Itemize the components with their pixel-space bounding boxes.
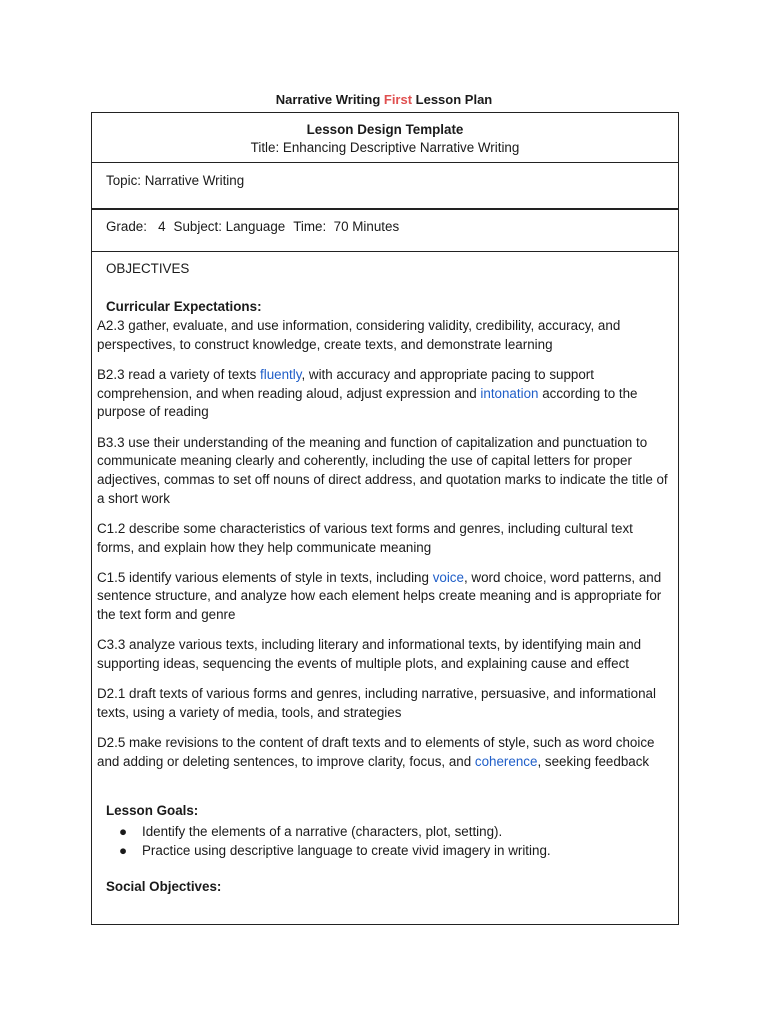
- link-intonation[interactable]: intonation: [480, 385, 539, 401]
- topic-cell: [92, 163, 679, 209]
- subject-text: Subject: Language: [173, 218, 286, 234]
- objectives-cell: [92, 252, 679, 925]
- grade-subject-time-cell: [92, 209, 679, 252]
- expectation-c1-5: [97, 569, 670, 625]
- b2-3-text-2: , with accuracy and appropriate pacing to support comprehension, and when reading aloud, adjust expression and: [97, 366, 594, 401]
- list-item: [119, 841, 670, 860]
- lesson-plan-table: [91, 112, 679, 925]
- b2-3-text-1: B2.3 read a variety of texts: [97, 366, 261, 382]
- list-item: [119, 822, 670, 841]
- b2-3-text-3: according to the purpose of reading: [97, 385, 638, 420]
- c1-5-text-2: , word choice, word patterns, and sentence structure, and analyze how each element helps create meaning and is appropriate for the text form and genre: [97, 569, 662, 623]
- expectation-c3-3: C3.3 analyze various texts, including literary and informational texts, by identifying main and supporting ideas, sequencing the events of multiple plots, and explaining cause and effect: [97, 637, 642, 672]
- template-header-cell: [92, 113, 679, 163]
- lesson-goals-list: [97, 822, 670, 860]
- d2-5-text-1: D2.5 make revisions to the content of draft texts and to elements of style, such as word choice and adding or deleting sentences, to improve clarity, focus, and: [97, 735, 655, 769]
- link-voice[interactable]: voice: [432, 569, 464, 585]
- bullet-icon: ●: [119, 823, 128, 839]
- curricular-expectations-heading: Curricular Expectations:: [106, 299, 262, 314]
- expectation-a2-3: A2.3 gather, evaluate, and use information, considering validity, credibility, accuracy, and perspectives, to construct knowledge, create texts, and demonstrate learning: [97, 318, 621, 352]
- link-fluently[interactable]: fluently: [260, 366, 302, 382]
- expectation-d2-5: [97, 734, 670, 771]
- title-accent-word: First: [383, 92, 413, 107]
- bullet-icon: ●: [119, 842, 128, 858]
- social-objectives-heading: Social Objectives:: [106, 878, 222, 894]
- expectation-b2-3: [97, 366, 670, 422]
- link-coherence[interactable]: coherence: [474, 753, 538, 769]
- objectives-heading: OBJECTIVES: [106, 261, 190, 276]
- expectation-d2-1: D2.1 draft texts of various forms and genres, including narrative, persuasive, and informational texts, using a variety of media, tools, and strategies: [97, 686, 656, 720]
- lesson-title: Title: Enhancing Descriptive Narrative Writing: [250, 140, 520, 155]
- expectation-c1-2: C1.2 describe some characteristics of various text forms and genres, including cultural text forms, and explain how they help communicate meaning: [97, 520, 633, 555]
- grade-text: Grade: 4: [106, 218, 166, 234]
- template-label: Lesson Design Template: [306, 122, 464, 137]
- time-text: Time: 70 Minutes: [293, 218, 400, 234]
- title-text-start: Narrative Writing: [275, 92, 384, 107]
- topic-text: Topic: Narrative Writing: [106, 173, 245, 188]
- document-title: [0, 92, 768, 107]
- lesson-goals-heading: Lesson Goals:: [106, 802, 199, 818]
- goal-text: Practice using descriptive language to create vivid imagery in writing.: [142, 842, 551, 858]
- goal-text: Identify the elements of a narrative (characters, plot, setting).: [142, 823, 503, 839]
- c1-5-text-1: C1.5 identify various elements of style in texts, including: [97, 569, 433, 585]
- d2-5-text-2: , seeking feedback: [537, 753, 650, 769]
- expectation-b3-3: B3.3 use their understanding of the meaning and function of capitalization and punctuation to communicate meaning clearly and coherently, including the use of capital letters for proper adjectives, commas to set off nouns of direct address, and quotation marks to indicate the title of a short work: [97, 434, 668, 506]
- title-text-end: Lesson Plan: [412, 92, 493, 107]
